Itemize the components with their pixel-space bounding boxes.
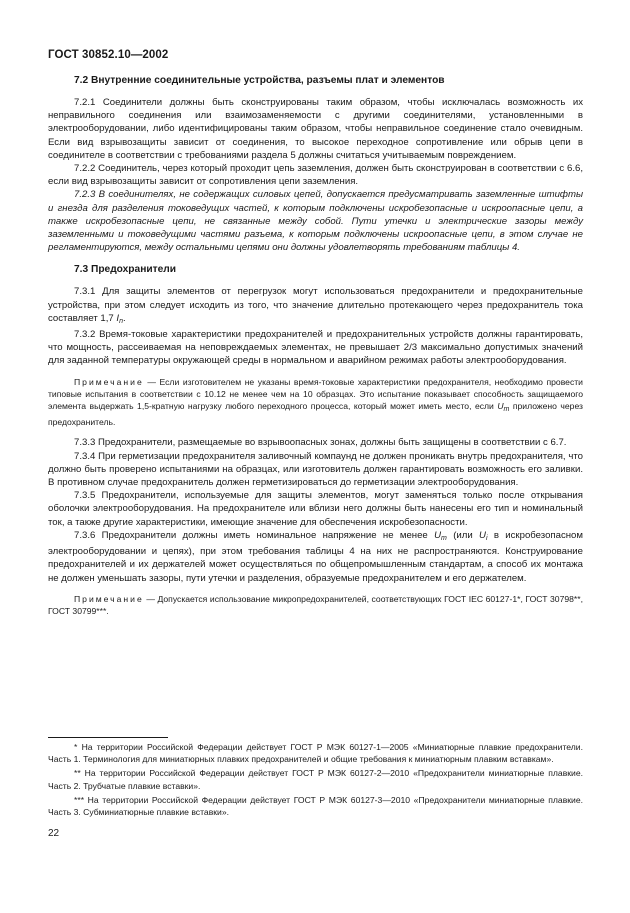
note-microfuses: Примечание — Допускается использование микропредохранителей, соответствующих ГОСТ IEC 60127-1*, ГОСТ 30798**, ГОСТ 30799***.: [48, 593, 583, 616]
paragraph-7-2-1: 7.2.1 Соединители должны быть сконструированы таким образом, чтобы исключалась возможность их неправильного соединения или взаимозаменяемости с другими соединителями, установленными в электрооборудовании, либо идентифицированы таким образом, чтобы неправильное соединение стало очевидным. Если вид взрывозащиты зависит от соединения, то высокое переходное сопротивление или обрыв цепи в соединителе в соответствии с требованиями раздела 5 должны считаться учитываемым повреждением.: [48, 97, 583, 161]
paragraph-7-3-5: 7.3.5 Предохранители, используемые для защиты элементов, могут заменяться только после открывания оболочки электрооборудования. На предохранителе или вблизи него должны быть нанесены его тип и номинальный ток, а также другие характеристики, имеющие значение для обеспечения искробезопасности.: [48, 490, 583, 528]
main-content: [48, 74, 583, 625]
footnotes: [48, 741, 583, 820]
paragraph-7-3-2: 7.3.2 Время-токовые характеристики предохранителей и предохранительных устройств должны гарантировать, что мощность, рассеиваемая на неповреждаемых элементах, не превышает 2/3 максимально допустимых значений для заданной температуры окружающей среды в нормальном и аварийном режимах работы электрооборудования.: [48, 329, 583, 367]
document-header: ГОСТ 30852.10—2002: [48, 49, 169, 61]
paragraph-7-3-1: 7.3.1 Для защиты элементов от перегрузок могут использоваться предохранители и предохранительные устройства, при этом следует исходить из того, что значение длительно протекающего через предохранитель тока составляет 1,7 $I_n$.: [48, 286, 583, 325]
footnote-2: ** На территории Российской Федерации действует ГОСТ Р МЭК 60127-2—2010 «Предохранители миниатюрные плавкие. Часть 2. Трубчатые плавкие вставки».: [48, 768, 583, 791]
footnote-separator: [48, 737, 168, 738]
page-number: 22: [48, 828, 60, 839]
section-7-2-title: 7.2 Внутренние соединительные устройства, разъемы плат и элементов: [74, 75, 445, 86]
section-7-3-title: 7.3 Предохранители: [74, 264, 176, 276]
paragraph-7-3-4: 7.3.4 При герметизации предохранителя заливочный компаунд не должен проникать внутрь предохранителя, что должно быть проверено испытаниями на образцах, или изготовитель должен гарантировать возможность его заливки. В противном случае предохранитель должен герметизироваться до герметизации электрооборудования.: [48, 450, 583, 489]
paragraph-7-3-6: 7.3.6 Предохранители должны иметь номинальное напряжение не менее $U_m$ (или $U_i$ в искробезопасном электрооборудовании и цепях), при этом требования таблицы 4 на них не распространяются. Конструирование предохранителей и их держателей может осуществляться по общепромышленным стандартам, а способ их монтажа не должен уменьшать зазоры, пути утечки и разделения, образуемые предохранителем и его держателем.: [48, 529, 583, 584]
paragraph-7-2-2: 7.2.2 Соединитель, через который проходит цепь заземления, должен быть сконструирован в соответствии с 6.6, если вид взрывозащиты зависит от сопротивления цепи заземления.: [48, 163, 583, 188]
footnote-1: * На территории Российской Федерации действует ГОСТ Р МЭК 60127-1—2005 «Миниатюрные плавкие предохранители. Часть 1. Терминология для миниатюрных плавких предохранителей и общие требования к миниатюрным плавким вставкам».: [48, 742, 583, 765]
note-fuse-characteristics: Примечание — Если изготовителем не указаны время-токовые характеристики предохранителя, необходимо провести типовые испытания в соответствии с 10.12 не менее чем на 10 образцах. Это испытание показывает способность защищаемого элемента выдержать 1,5-кратную нагрузку любого переходного процесса, который может иметь место, если $U_m$ приложено через предохранитель.: [48, 376, 583, 428]
footnote-3: *** На территории Российской Федерации действует ГОСТ Р МЭК 60127-3—2010 «Предохранители миниатюрные плавкие. Часть 3. Субминиатюрные плавкие вставки».: [48, 794, 583, 818]
paragraph-7-2-3: 7.2.3 В соединителях, не содержащих силовых цепей, допускается предусматривать заземленные штифты и гнезда для разделения токоведущих частей, к которым подключены искробезопасные и искроопасные цепи, а также искробезопасные цепи, не связанные между собой. Пути утечки и электрические зазоры между заземленными и токоведущими частями разъема, к которым подключены искроопасные цепи, в этом случае не регламентируются, между остальными цепями они должны удовлетворять требованиям таблицы 4.: [48, 189, 583, 254]
paragraph-7-3-3: 7.3.3 Предохранители, размещаемые во взрывоопасных зонах, должны быть защищены в соответствии с 6.7.: [74, 437, 567, 449]
